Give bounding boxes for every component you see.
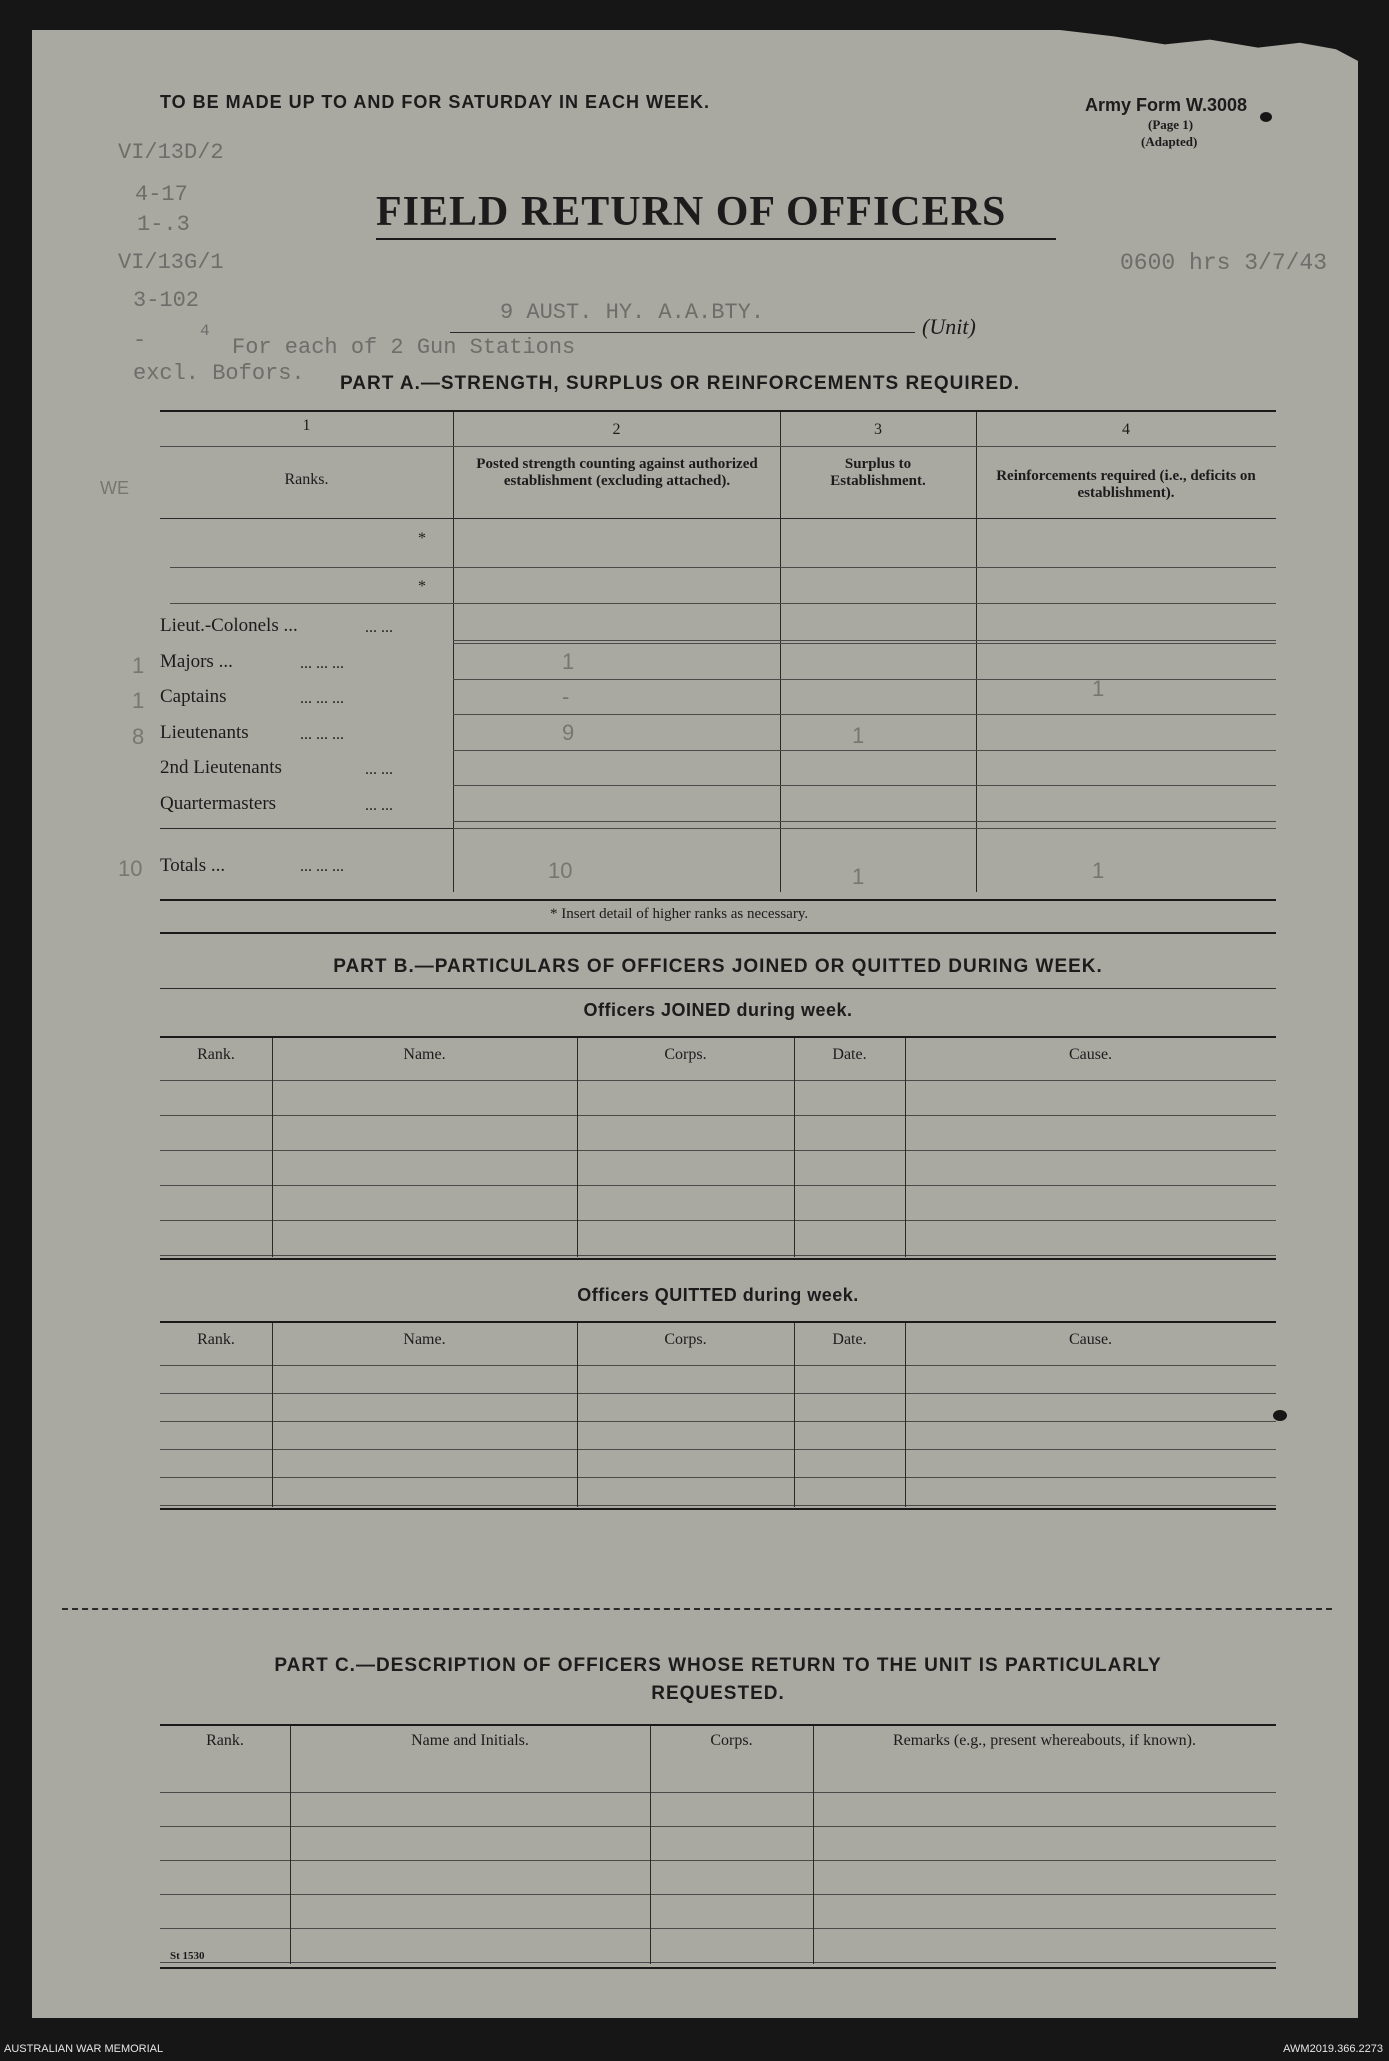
column-number: 3 xyxy=(874,421,882,438)
rank-dots: ... ... xyxy=(365,761,393,778)
margin-note: - xyxy=(133,328,147,353)
table-row-rule xyxy=(160,1962,1276,1963)
column-divider xyxy=(905,1323,906,1507)
rank-margin-note: 8 xyxy=(132,724,145,749)
title-underline xyxy=(376,238,1056,240)
margin-note: 3-102 xyxy=(133,288,200,313)
table-rule xyxy=(160,1508,1276,1510)
rank-dots: ... ... ... xyxy=(300,726,344,743)
table-row-rule xyxy=(160,1505,1276,1506)
footer-credit: AUSTRALIAN WAR MEMORIAL xyxy=(4,2043,164,2055)
rank-label: Majors ... xyxy=(160,651,233,672)
footer-accession: AWM2019.366.2273 xyxy=(1283,2043,1383,2055)
table-rule xyxy=(160,1036,1276,1038)
table-rule xyxy=(160,932,1276,934)
margin-note: VI/13D/2 xyxy=(118,140,224,165)
typed-note: excl. Bofors. xyxy=(133,361,305,386)
table-rule xyxy=(160,828,453,829)
column-divider xyxy=(794,1038,795,1257)
table-rule xyxy=(160,1365,1276,1366)
rank-dots: ... ... xyxy=(365,797,393,814)
unit-value: 9 AUST. HY. A.A.BTY. xyxy=(500,300,765,325)
table-rule xyxy=(453,643,1276,644)
quitted-col-header: Date. xyxy=(832,1331,867,1348)
column-number: 1 xyxy=(302,417,311,434)
table-rule xyxy=(160,1792,1276,1793)
adapted-label: (Adapted) xyxy=(1141,134,1198,149)
header-surplus: Surplus to Establishment. xyxy=(830,456,926,489)
surplus-value: 1 xyxy=(852,723,865,748)
table-row-rule xyxy=(160,1860,1276,1861)
column-divider xyxy=(272,1038,273,1257)
datetime-stamp: 0600 hrs 3/7/43 xyxy=(1120,250,1328,276)
header-ranks: Ranks. xyxy=(284,471,329,488)
table-rule xyxy=(160,1967,1276,1969)
table-rule xyxy=(160,988,1276,989)
rank-margin-note: 1 xyxy=(132,688,145,713)
part-c-title-line2: REQUESTED. xyxy=(651,1683,785,1704)
table-row-rule xyxy=(160,1220,1276,1221)
column-number: 2 xyxy=(612,421,621,438)
unit-label: (Unit) xyxy=(922,314,976,339)
quitted-col-header: Corps. xyxy=(664,1331,707,1348)
form-number: Army Form W.3008 xyxy=(1085,95,1248,115)
rank-dots: ... ... ... xyxy=(300,655,344,672)
column-divider xyxy=(650,1726,651,1964)
typed-note: For each of 2 Gun Stations xyxy=(232,335,576,360)
posted-strength-value: - xyxy=(562,684,570,709)
table-row-rule xyxy=(160,1826,1276,1827)
perforation-line xyxy=(62,1608,1332,1610)
column-divider xyxy=(905,1038,906,1257)
joined-col-header: Name. xyxy=(403,1046,446,1063)
column-divider xyxy=(780,412,781,892)
table-row-rule xyxy=(160,1894,1276,1895)
reinforcement-value: 1 xyxy=(1092,676,1105,701)
quitted-col-header: Rank. xyxy=(197,1331,235,1348)
header-reinforcements: Reinforcements required (i.e., deficits on establishment). xyxy=(996,468,1256,501)
table-row-rule xyxy=(160,1449,1276,1450)
ink-spot xyxy=(1260,112,1272,122)
column-divider xyxy=(272,1323,273,1507)
totals-surplus: 1 xyxy=(852,864,865,889)
part-c-col-header: Corps. xyxy=(710,1732,753,1749)
part-c-col-header: Remarks (e.g., present whereabouts, if known). xyxy=(892,1732,1197,1749)
header-posted-strength: Posted strength counting against authorized establishment (excluding attached). xyxy=(476,456,758,489)
column-divider xyxy=(453,412,454,892)
totals-margin: 10 xyxy=(118,856,143,881)
table-rule xyxy=(160,1080,1276,1081)
column-divider xyxy=(813,1726,814,1964)
ink-spot xyxy=(1273,1410,1287,1421)
rank-label: Captains xyxy=(160,686,227,707)
part-c-col-header: Rank. xyxy=(206,1732,244,1749)
we-note: WE xyxy=(100,478,129,498)
part-a-title: PART A.—STRENGTH, SURPLUS OR REINFORCEMENTS REQUIRED. xyxy=(340,373,1021,394)
table-rule xyxy=(453,828,1276,829)
rank-label: Lieut.-Colonels ... xyxy=(160,615,298,636)
column-divider xyxy=(290,1726,291,1964)
quitted-col-header: Cause. xyxy=(1068,1331,1113,1348)
table-rule xyxy=(453,640,1276,641)
star-mark: * xyxy=(418,530,426,547)
part-c-col-header: Name and Initials. xyxy=(411,1732,529,1749)
joined-col-header: Date. xyxy=(832,1046,867,1063)
table-rule xyxy=(160,518,1276,519)
table-rule xyxy=(453,750,1276,751)
column-divider xyxy=(794,1323,795,1507)
table-rule xyxy=(160,1724,1276,1726)
star-mark: * xyxy=(418,578,426,595)
rank-label: Quartermasters xyxy=(160,793,277,814)
margin-note: 4-17 xyxy=(135,182,188,207)
table-rule xyxy=(160,1258,1276,1260)
rank-margin-note: 1 xyxy=(132,653,145,678)
rank-dots: ... ... ... xyxy=(300,690,344,707)
print-code: St 1530 xyxy=(170,1950,205,1962)
margin-note: 1-.3 xyxy=(137,212,190,237)
table-rule xyxy=(160,899,1276,901)
footnote: * Insert detail of higher ranks as necessary. xyxy=(550,906,809,922)
posted-strength-value: 1 xyxy=(562,649,575,674)
column-divider xyxy=(577,1323,578,1507)
table-rule xyxy=(453,714,1276,715)
page-title: FIELD RETURN OF OFFICERS xyxy=(376,189,1007,235)
table-rule xyxy=(453,679,1276,680)
page-number: (Page 1) xyxy=(1148,117,1194,132)
rank-label: Lieutenants xyxy=(160,722,249,743)
part-c-title-line1: PART C.—DESCRIPTION OF OFFICERS WHOSE RETURN TO THE UNIT IS PARTICULARLY xyxy=(274,1655,1162,1676)
table-row-rule xyxy=(160,1255,1276,1256)
margin-note: 4 xyxy=(200,322,210,340)
table-rule xyxy=(453,821,1276,822)
form-paper xyxy=(32,30,1358,2018)
table-row-rule xyxy=(160,1421,1276,1422)
totals-dots: ... ... ... xyxy=(300,858,344,875)
rank-dots: ... ... xyxy=(365,619,393,636)
totals-reinforcements: 1 xyxy=(1092,858,1105,883)
table-rule xyxy=(170,603,1276,604)
table-row-rule xyxy=(160,1477,1276,1478)
table-row-rule xyxy=(160,1115,1276,1116)
joined-col-header: Rank. xyxy=(197,1046,235,1063)
quitted-title: Officers QUITTED during week. xyxy=(577,1285,859,1305)
joined-col-header: Cause. xyxy=(1068,1046,1113,1063)
table-rule xyxy=(160,446,1276,447)
table-rule xyxy=(160,1321,1276,1323)
unit-underline xyxy=(450,332,915,333)
table-row-rule xyxy=(160,1928,1276,1929)
table-rule xyxy=(160,410,1276,412)
table-row-rule xyxy=(160,1393,1276,1394)
column-divider xyxy=(976,412,977,892)
table-row-rule xyxy=(160,1150,1276,1151)
table-rule xyxy=(453,785,1276,786)
table-row-rule xyxy=(160,1185,1276,1186)
table-rule xyxy=(170,567,1276,568)
rank-label: 2nd Lieutenants xyxy=(160,757,282,778)
part-b-title: PART B.—PARTICULARS OF OFFICERS JOINED OR QUITTED DURING WEEK. xyxy=(333,956,1103,977)
margin-note: VI/13G/1 xyxy=(118,250,224,275)
quitted-col-header: Name. xyxy=(403,1331,446,1348)
joined-col-header: Corps. xyxy=(664,1046,707,1063)
joined-title: Officers JOINED during week. xyxy=(583,1000,853,1020)
footer-bar xyxy=(0,2040,1389,2061)
column-divider xyxy=(577,1038,578,1257)
posted-strength-value: 9 xyxy=(562,720,575,745)
instruction-text: TO BE MADE UP TO AND FOR SATURDAY IN EACH WEEK. xyxy=(160,92,711,112)
totals-posted: 10 xyxy=(548,858,573,883)
totals-label: Totals ... xyxy=(160,855,226,876)
column-number: 4 xyxy=(1122,421,1130,438)
